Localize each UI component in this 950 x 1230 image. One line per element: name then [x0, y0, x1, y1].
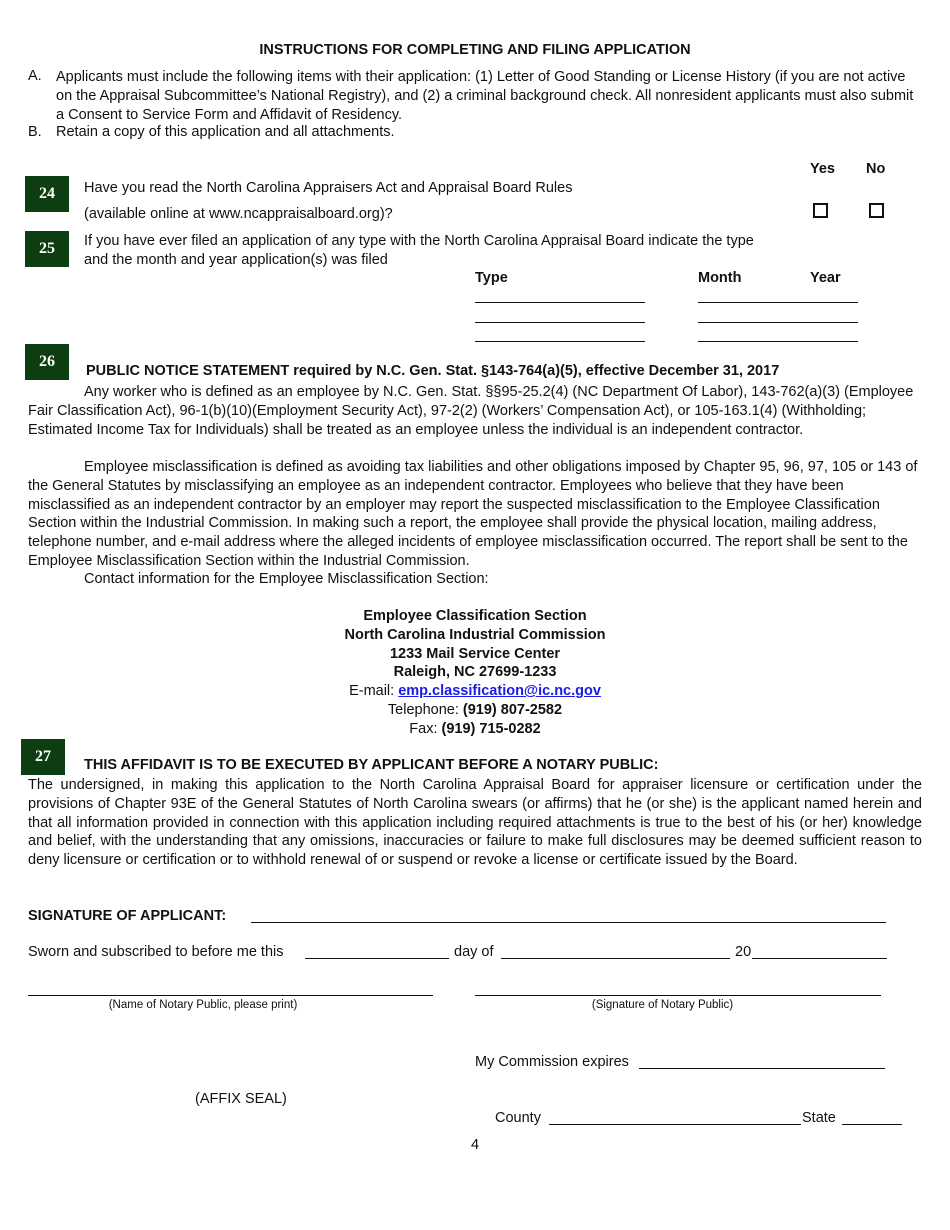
- contact-address-1: 1233 Mail Service Center: [389, 645, 561, 662]
- sworn-day-field[interactable]: [305, 958, 449, 959]
- no-header: No: [866, 161, 886, 177]
- county-label: County: [495, 1110, 541, 1126]
- yes-header: Yes: [810, 161, 835, 177]
- contact-block: [0, 607, 950, 739]
- fax-number: (919) 715-0282: [441, 720, 541, 737]
- public-notice-heading: PUBLIC NOTICE STATEMENT required by N.C. Gen. Stat. §143-764(a)(5), effective December 31, 2017: [86, 363, 780, 379]
- commission-field[interactable]: [639, 1068, 885, 1069]
- contact-fax-row: [0, 720, 950, 739]
- notary-name-field[interactable]: [28, 995, 433, 996]
- question-24-line2: (available online at www.ncappraisalboard.org)?: [84, 206, 393, 222]
- signature-field[interactable]: [251, 922, 886, 923]
- notary-signature-field[interactable]: [475, 995, 881, 996]
- question-27-badge: 27: [21, 739, 65, 775]
- question-25-badge: 25: [25, 231, 69, 267]
- contact-org: North Carolina Industrial Commission: [344, 626, 606, 643]
- month-year-field-1[interactable]: [698, 302, 858, 303]
- public-notice-paragraph-2: Employee misclassification is defined as avoiding tax liabilities and other obligations imposed by Chapter 95, 96, 97, 105 or 143 of the General Statutes by misclassifying an employee as an independent contractor. Employees who believe that they have been misclassified as an independent contractor by an employer may report the suspected misclassification to the Employee Classification Section within the Industrial Commission. In making such a report, the employee shall provide the physical location, mailing address, telephone number, and e-mail address where the alleged incidents of employee misclassification occurred. The report shall be sent to the Employee Misclassification Section within the Industrial Commission.: [28, 459, 918, 569]
- type-column-header: Type: [475, 270, 508, 286]
- yes-checkbox[interactable]: [813, 203, 828, 218]
- email-label: E-mail:: [349, 683, 395, 700]
- type-field-1[interactable]: [475, 302, 645, 303]
- public-notice-paragraph-1: Any worker who is defined as an employee by N.C. Gen. Stat. §§95-25.2(4) (NC Department Of Labor), 143-762(a)(3) (Employee Fair Classification Act), 96-1(b)(10)(Employment Security Act), 97-2(2) (Workers’ Compensation Act), or 105-163.1(4) (Withholding; Estimated Income Tax for Individuals) shall be treated as an employee unless the individual is an independent contractor.: [28, 384, 914, 438]
- county-field[interactable]: [549, 1124, 801, 1125]
- contact-email-row: [0, 682, 950, 701]
- sworn-year-field[interactable]: [752, 958, 887, 959]
- no-checkbox[interactable]: [869, 203, 884, 218]
- question-24-line1: Have you read the North Carolina Appraisers Act and Appraisal Board Rules: [84, 180, 573, 196]
- year-column-header: Year: [810, 270, 841, 286]
- public-notice-paragraph-3: Contact information for the Employee Misclassification Section:: [84, 571, 489, 587]
- affix-seal-label: (AFFIX SEAL): [195, 1091, 287, 1107]
- month-year-field-3[interactable]: [698, 341, 858, 342]
- affidavit-body: The undersigned, in making this application to the North Carolina Appraisal Board for appraiser licensure or certification under the provisions of Chapter 93E of the General Statutes of North Carolina swears (or affirms) that he (or she) is the applicant named herein and that all information provided in connection with this application including required attachments is true to the best of his (or her) knowledge and belief, with the understanding that any omissions, inaccuracies or failure to make full disclosures may be deemed sufficient reason to deny licensure or certification or to withhold renewal of or suspend or revoke a license or certificate issued by the Board.: [28, 777, 922, 869]
- notary-name-caption: (Name of Notary Public, please print): [108, 999, 298, 1011]
- instruction-a-text: Applicants must include the following items with their application: (1) Letter of Good Standing or License History (if you are not active on the Appraisal Subcommittee’s National Registry), and (2) a criminal background check. All nonresident applicants must also submit a Consent to Service Form and Affidavit of Residency.: [56, 69, 914, 123]
- notary-signature-caption: (Signature of Notary Public): [591, 999, 734, 1011]
- sworn-text-c: 20: [735, 944, 752, 960]
- commission-label: My Commission expires: [475, 1054, 629, 1070]
- type-field-2[interactable]: [475, 322, 645, 323]
- sworn-month-field[interactable]: [501, 958, 730, 959]
- instruction-b-text: Retain a copy of this application and all attachments.: [56, 124, 395, 140]
- affidavit-heading: THIS AFFIDAVIT IS TO BE EXECUTED BY APPLICANT BEFORE A NOTARY PUBLIC:: [84, 757, 659, 773]
- fax-label: Fax:: [409, 720, 438, 737]
- month-year-field-2[interactable]: [698, 322, 858, 323]
- page-title: INSTRUCTIONS FOR COMPLETING AND FILING APPLICATION: [259, 42, 691, 58]
- type-field-3[interactable]: [475, 341, 645, 342]
- contact-name: Employee Classification Section: [363, 608, 587, 624]
- sworn-text-b: day of: [454, 944, 494, 960]
- state-field[interactable]: [842, 1124, 902, 1125]
- contact-phone-row: [0, 701, 950, 720]
- month-column-header: Month: [698, 270, 742, 286]
- instruction-b-marker: B.: [28, 124, 42, 140]
- signature-label: SIGNATURE OF APPLICANT:: [28, 908, 227, 924]
- question-24-badge: 24: [25, 176, 69, 212]
- instruction-a-marker: A.: [28, 68, 42, 84]
- contact-address-2: Raleigh, NC 27699-1233: [393, 664, 557, 681]
- phone-label: Telephone:: [387, 701, 459, 718]
- sworn-text-a: Sworn and subscribed to before me this: [28, 944, 284, 960]
- question-26-badge: 26: [25, 344, 69, 380]
- email-link[interactable]: emp.classification@ic.nc.gov: [398, 683, 601, 700]
- page-number: 4: [470, 1137, 480, 1153]
- phone-number: (919) 807-2582: [462, 701, 563, 718]
- state-label: State: [802, 1110, 836, 1126]
- question-25-text: If you have ever filed an application of any type with the North Carolina Appraisal Board indicate the type and the month and year application(s) was filed: [84, 233, 754, 268]
